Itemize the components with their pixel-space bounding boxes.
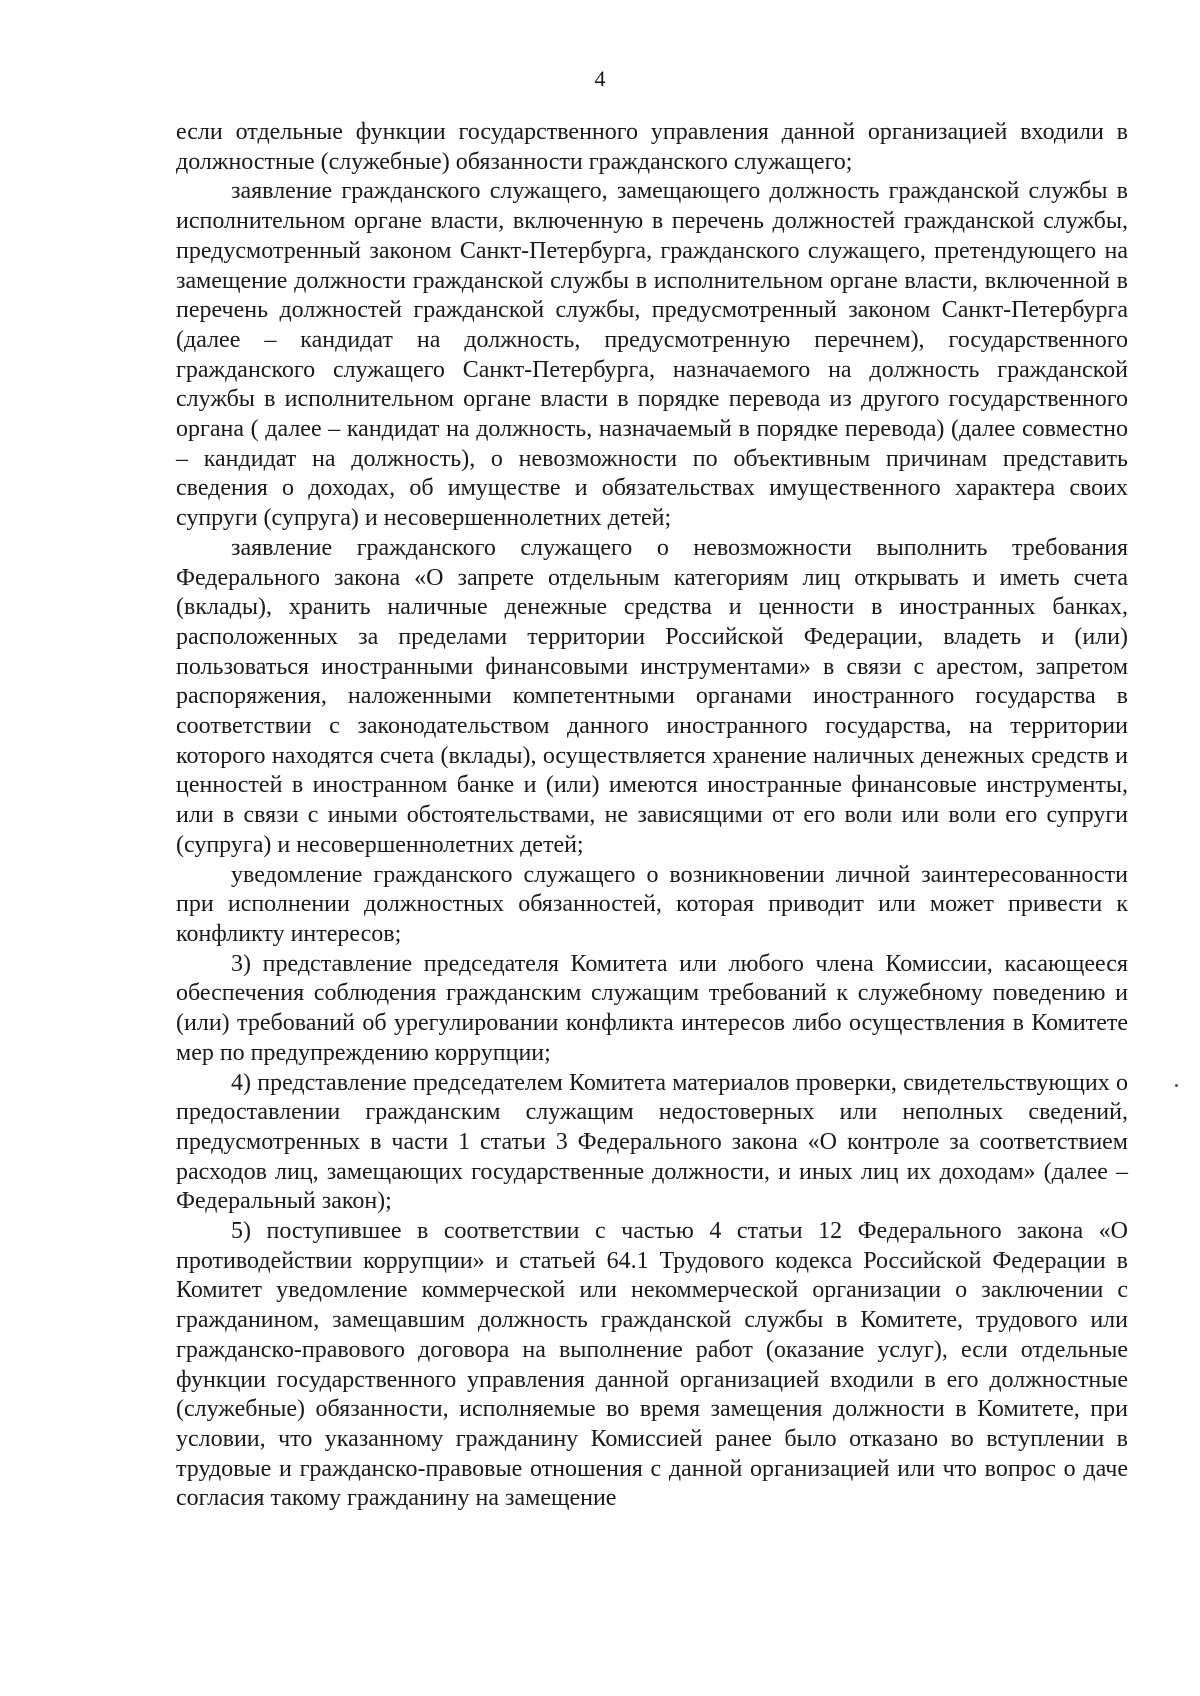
paragraph-item-4: 4) представление председателем Комитета материалов проверки, свидетельствующих о предоставлении гражданским служащим недостоверных или неполных сведений, предусмотренных в части 1 статьи 3 Федерального закона «О контроле за соответствием расходов лиц, замещающих государственные должности, и иных лиц их доходам» (далее – Федеральный закон);	[176, 1069, 1128, 1215]
paragraph-notice-conflict: уведомление гражданского служащего о возникновении личной заинтересованности при исполнении должностных обязанностей, которая приводит или может привести к конфликту интересов;	[176, 861, 1128, 947]
paragraph-continuation: если отдельные функции государственного управления данной организацией входили в должностные (служебные) обязанности гражданского служащего;	[176, 119, 1128, 175]
page-number: 4	[594, 66, 606, 91]
paragraph-statement-candidate: заявление гражданского служащего, замещающего должность гражданской службы в исполнительном органе власти, включенную в перечень должностей гражданской службы, предусмотренный законом Санкт-Петербурга, гражданского служащего, претендующего на замещение должности гражданской службы в исполнительном органе власти, включенной в перечень должностей гражданской службы, предусмотренный законом Санкт-Петербурга (далее – кандидат на должность, предусмотренную перечнем), государственного гражданского служащего Санкт-Петербурга, назначаемого на должность гражданской службы в исполнительном органе власти в порядке перевода из другого государственного органа ( далее – кандидат на должность, назначаемый в порядке перевода) (далее совместно – кандидат на должность), о невозможности по объективным причинам представить сведения о доходах, об имуществе и обязательствах имущественного характера своих супруги (супруга) и несовершеннолетних детей;	[176, 178, 1128, 532]
paragraph-statement-foreign-accounts: заявление гражданского служащего о невозможности выполнить требования Федерального закона «О запрете отдельным категориям лиц открывать и иметь счета (вклады), хранить наличные денежные средства и ценности в иностранных банках, расположенных за пределами территории Российской Федерации, владеть и (или) пользоваться иностранными финансовыми инструментами» в связи с арестом, запретом распоряжения, наложенными компетентными органами иностранного государства в соответствии с законодательством данного иностранного государства, на территории которого находятся счета (вклады), осуществляется хранение наличных денежных средств и ценностей в иностранном банке и (или) имеются иностранные финансовые инструменты, или в связи с иными обстоятельствами, не зависящими от его воли или воли его супруги (супруга) и несовершеннолетних детей;	[176, 534, 1128, 858]
paragraph-item-3: 3) представление председателя Комитета или любого члена Комиссии, касающееся обеспечения соблюдения гражданским служащим требований к служебному поведению и (или) требований об урегулировании конфликта интересов либо осуществления в Комитете мер по предупреждению коррупции;	[176, 950, 1128, 1066]
scan-speck	[1175, 1084, 1178, 1087]
document-body	[176, 118, 1128, 1514]
paragraph-item-5: 5) поступившее в соответствии с частью 4 статьи 12 Федерального закона «О противодействии коррупции» и статьей 64.1 Трудового кодекса Российской Федерации в Комитет уведомление коммерческой или некоммерческой организации о заключении с гражданином, замещавшим должность гражданской службы в Комитете, трудового или гражданско-правового договора на выполнение работ (оказание услуг), если отдельные функции государственного управления данной организацией входили в его должностные (служебные) обязанности, исполняемые во время замещения должности в Комитете, при условии, что указанному гражданину Комиссией ранее было отказано во вступлении в трудовые и гражданско-правовые отношения с данной организацией или что вопрос о даче согласия такому гражданину на замещение	[176, 1218, 1128, 1512]
